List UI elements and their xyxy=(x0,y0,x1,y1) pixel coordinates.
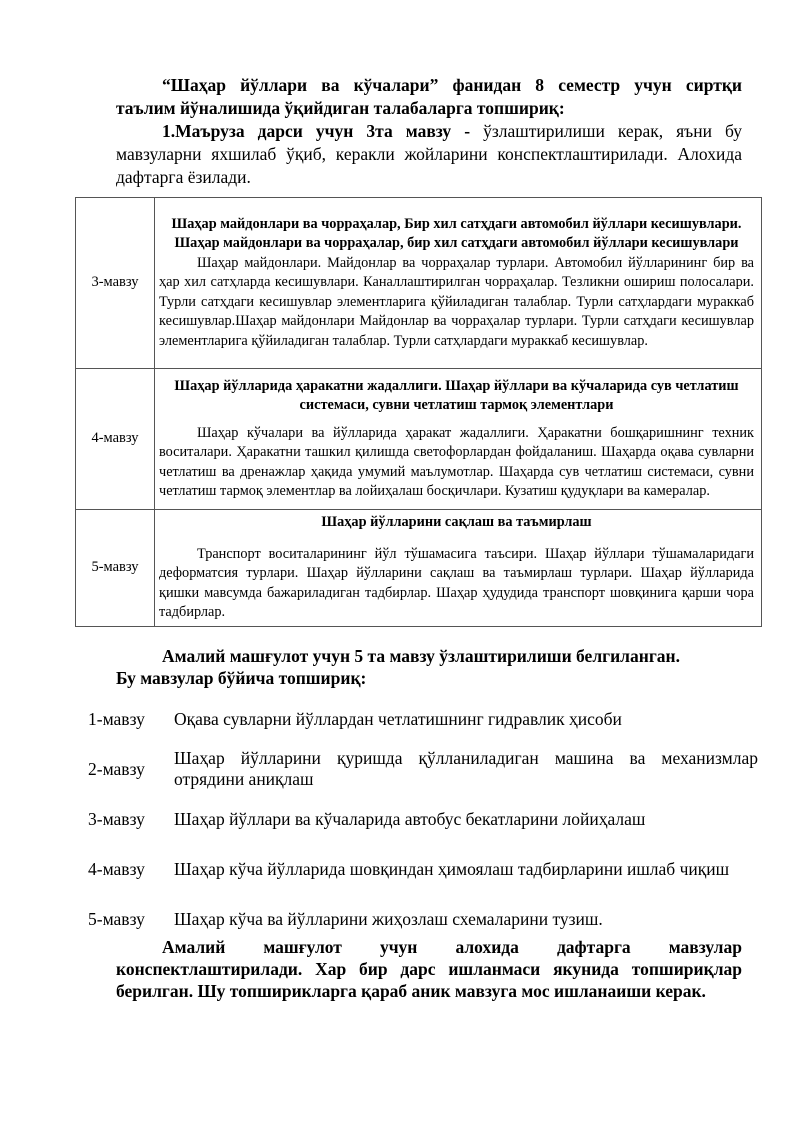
practical-item-label: 1-мавзу xyxy=(88,708,145,729)
table-row xyxy=(76,198,762,369)
list-item xyxy=(88,702,758,736)
practical-item-label: 3-мавзу xyxy=(88,808,145,829)
lecture-bold-lead: 1.Маъруза дарси учун 3та мавзу - xyxy=(162,121,471,141)
topic-title: Шаҳар йўлларини сақлаш ва таъмирлаш xyxy=(321,514,592,531)
practical-heading-line2: Бу мавзулар бўйича топшириқ: xyxy=(116,668,367,688)
intro-section xyxy=(116,74,742,189)
practical-item-label: 4-мавзу xyxy=(88,858,145,879)
list-item xyxy=(88,747,758,791)
list-item xyxy=(88,802,758,836)
practical-item-text: Шаҳар кўча ва йўлларини жиҳозлаш схемаларини тузиш. xyxy=(174,908,603,929)
practical-item-label: 2-мавзу xyxy=(88,758,145,779)
practical-item-label: 5-мавзу xyxy=(88,908,145,929)
topic-title: Шаҳар майдонлари ва чорраҳалар, Бир хил сатҳдаги автомобил йўллари кесишувлари. Шаҳар майдонлари ва чорраҳалар, бир хил сатҳдаги автомобил йўллари кесишувлари xyxy=(171,215,742,252)
practical-heading xyxy=(116,645,756,689)
practical-item-text: Шаҳар йўлларини қуришда қўлланиладиган машина ва механизмлар отрядини аниқлаш xyxy=(174,748,758,789)
closing-rest: конспектлаштирилади. Хар бир дарс ишланмаси якунида топшириқлар берилган. Шу топширикларга қараб аник мавзуга мос ишланаиши керак. xyxy=(116,959,742,1001)
list-item xyxy=(88,902,758,936)
lecture-topics-table xyxy=(75,197,762,627)
closing-line1: Амалий машғулот учун алохида дафтарга мавзулар xyxy=(162,937,742,957)
topic-body: Транспорт воситаларининг йўл тўшамасига таъсири. Шаҳар йўллари тўшамаларидаги деформатсия турлари. Шаҳар йўлларини сақлаш ва таъмирлаш турлари. Шаҳар йўлларида қишки мавсумда бажариладиган тадбирлар. Шаҳар ҳудудида транспорт шовқинига қарши чора тадбирлар. xyxy=(159,545,754,621)
practical-topics-list xyxy=(88,702,758,947)
closing-paragraph xyxy=(116,936,742,1002)
practical-item-text: Оқава сувларни йўллардан четлатишнинг гидравлик ҳисоби xyxy=(174,708,622,729)
practical-item-text: Шаҳар кўча йўлларида шовқиндан ҳимоялаш тадбирларини ишлаб чиқиш xyxy=(174,858,730,879)
lecture-text: ўзлаштирилиши керак, яъни бу мавзуларни яхшилаб ўқиб, керакли жойларини конспектлаштирилади. Алохида дафтарга ёзилади. xyxy=(116,121,742,187)
lecture-paragraph xyxy=(116,120,742,189)
table-row xyxy=(76,510,762,627)
topic-body: Шаҳар кўчалари ва йўлларида ҳаракат жадаллиги. Ҳаракатни бошқаришнинг техник воситалари. Ҳаракатни ташкил қилишда светофорлардан фойдаланиш. Шаҳарда оқава сувларни четлатиш ва дренажлар ҳақида умумий маълумотлар. Шаҳарда сув четлатиш системаси, сувни четлатиш тармоқ элементлар ва лойиҳалаш босқичлари. Кузатиш қудуқлари ва камералар. xyxy=(159,424,754,499)
topic-title: Шаҳар йўлларида ҳаракатни жадаллиги. Шаҳар йўллари ва кўчаларида сув четлатиш системаси, сувни четлатиш тармоқ элементлари xyxy=(174,377,739,413)
assignment-heading-line1: “Шаҳар йўллари ва кўчалари” фанидан 8 семестр учун сиртқи xyxy=(162,75,742,95)
topic-content xyxy=(155,369,762,510)
assignment-heading-line2: таълим йўналишида ўқийдиган талабаларга топшириқ: xyxy=(116,98,565,118)
topic-label: 3-мавзу xyxy=(76,198,155,369)
topic-label: 5-мавзу xyxy=(76,510,155,627)
topic-content xyxy=(155,510,762,627)
practical-item-text: Шаҳар йўллари ва кўчаларида автобус бекатларини лойиҳалаш xyxy=(174,808,646,829)
list-item xyxy=(88,847,758,891)
topic-content xyxy=(155,198,762,369)
table-row xyxy=(76,369,762,510)
practical-heading-line1: Амалий машғулот учун 5 та мавзу ўзлаштирилиши белгиланган. xyxy=(162,646,680,666)
topic-label: 4-мавзу xyxy=(76,369,155,510)
topic-body: Шаҳар майдонлари. Майдонлар ва чорраҳалар турлари. Автомобил йўлларининг бир ва ҳар хил сатҳларда кесишувлари. Каналлаштирилган чорраҳалар. Тезликни ошириш полосалари. Турли сатҳдаги кесишувлар элементларига қўйиладиган талаблар. Турли сатҳлардаги мураккаб кесишувлар.Шаҳар майдонлари Майдонлар ва чорраҳалар турлари. Турли сатҳдаги кесишувлар элементларига қўйиладиган талаблар. Турли сатҳлардаги мураккаб кесишувлар. xyxy=(159,254,754,349)
